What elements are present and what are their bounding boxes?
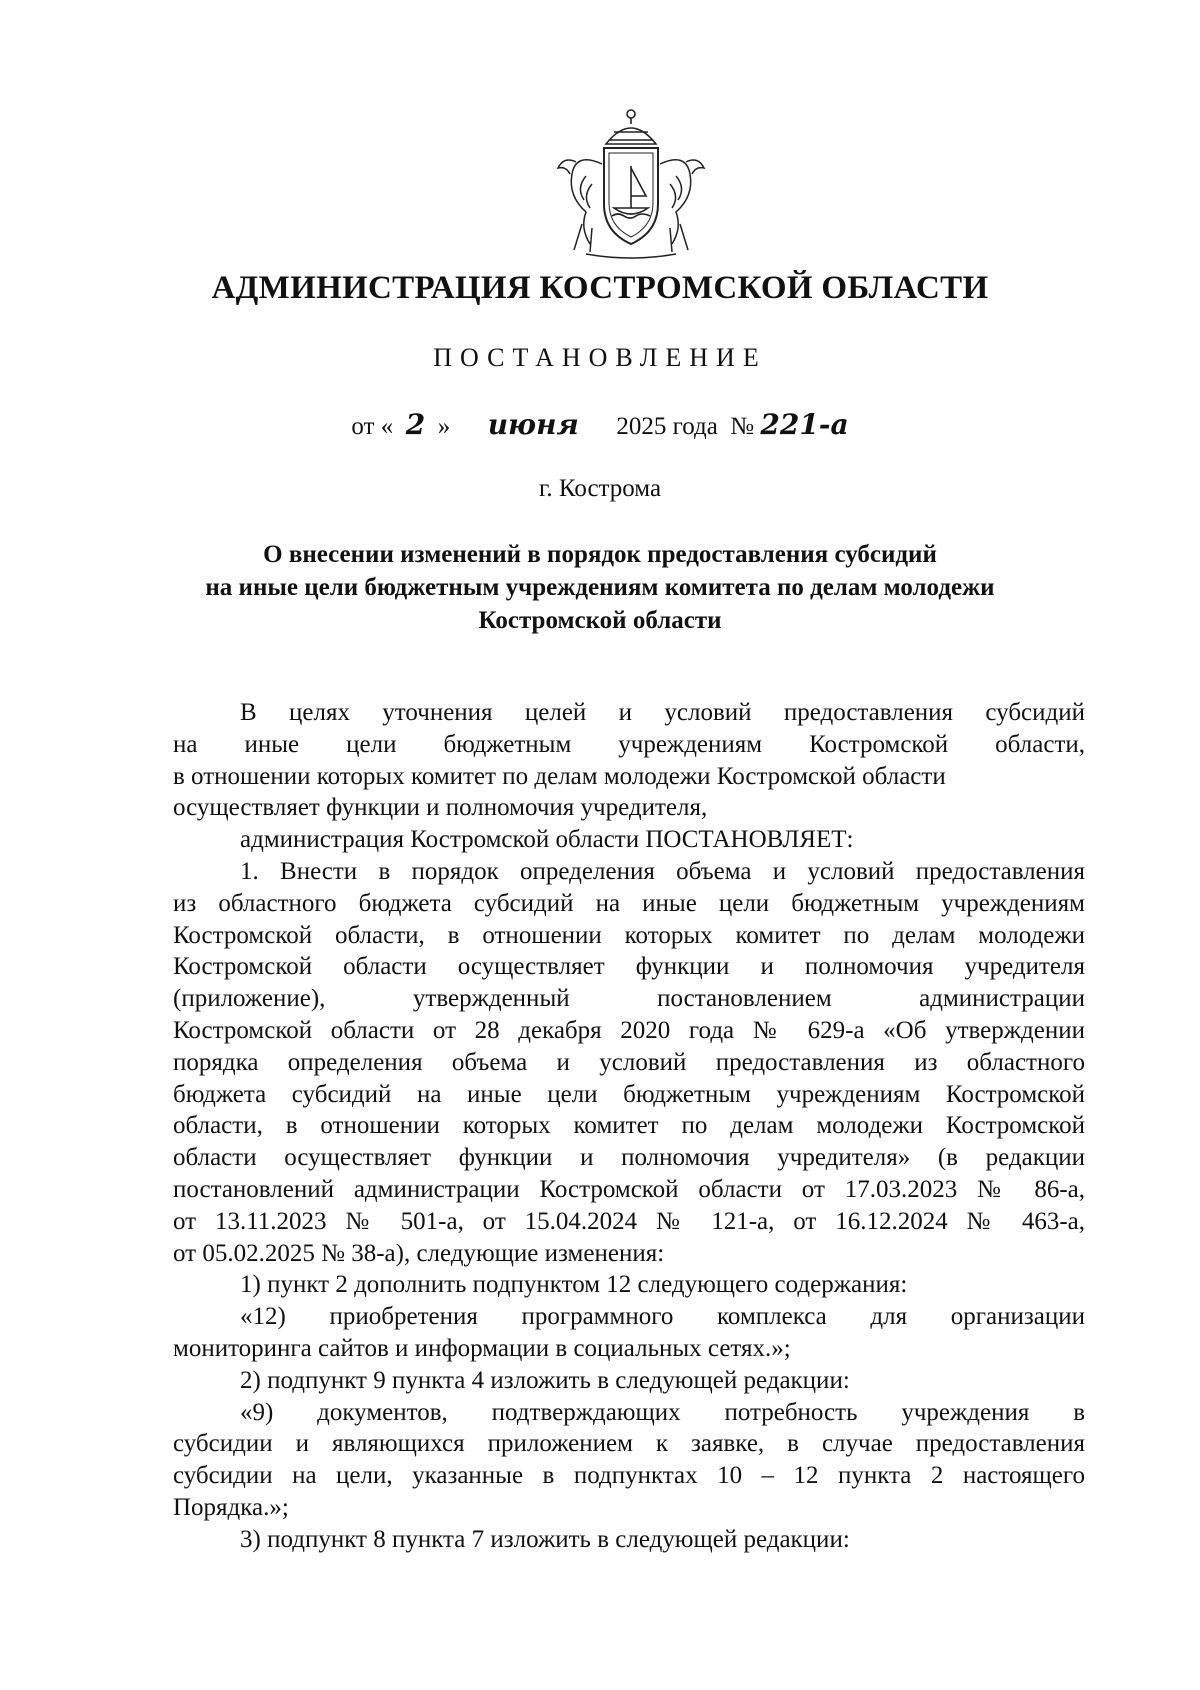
body-line: порядка определения объема и условий предоставления из областного [173, 1048, 1085, 1076]
date-day: 2 [405, 408, 426, 441]
body-line: субсидии и являющихся приложением к заявке, в случае предоставления [173, 1430, 1085, 1458]
title-line: Костромской области [478, 607, 722, 634]
body-line: от 05.02.2025 № 38-а), следующие изменения: [173, 1239, 665, 1267]
body-line: мониторинга сайтов и информации в социальных сетях.»; [173, 1334, 791, 1362]
city: г. Кострома [538, 475, 662, 502]
date-prefix: от « [351, 413, 394, 440]
date-close-quote: » [437, 413, 451, 440]
body-line: постановлений администрации Костромской области от 17.03.2023 № 86-а, [173, 1175, 1085, 1203]
body-line: В целях уточнения целей и условий предоставления субсидий [240, 699, 1085, 726]
body-line: 1) пункт 2 дополнить подпунктом 12 следующего содержания: [240, 1271, 908, 1299]
body-line: области осуществляет функции и полномочия учредителя» (в редакции [173, 1144, 1085, 1172]
doc-number-prefix: № [730, 413, 755, 440]
body-line: в отношении которых комитет по делам молодежи Костромской области [173, 762, 946, 790]
body-line: 2) подпункт 9 пункта 4 изложить в следующей редакции: [240, 1366, 850, 1394]
body-line: бюджета субсидий на иные цели бюджетным учреждениям Костромской [173, 1080, 1085, 1108]
body-line: от 13.11.2023 № 501-а, от 15.04.2024 № 121-а, от 16.12.2024 № 463-а, [173, 1207, 1085, 1235]
date-line [0, 408, 1200, 441]
date-month: июня [487, 408, 579, 441]
body-line: Костромской области от 28 декабря 2020 года № 629-а «Об утверждении [173, 1016, 1085, 1044]
body-line: на иные цели бюджетным учреждениям Костромской области, [173, 730, 1085, 758]
body-line: Порядка.»; [173, 1493, 289, 1521]
organization-name: АДМИНИСТРАЦИЯ КОСТРОМСКОЙ ОБЛАСТИ [211, 270, 989, 306]
coat-of-arms-icon [546, 104, 716, 264]
body-line: «12) приобретения программного комплекса для организации [240, 1303, 1085, 1331]
body-line: 1. Внести в порядок определения объема и условий предоставления [240, 857, 1085, 885]
date-year: 2025 года [616, 413, 718, 440]
document-type: ПОСТАНОВЛЕНИЕ [433, 343, 767, 372]
body-line: 3) подпункт 8 пункта 7 изложить в следующей редакции: [240, 1525, 850, 1553]
document-body [173, 697, 1085, 1556]
body-line: (приложение), утвержденный постановлением администрации [173, 985, 1085, 1013]
body-line: «9) документов, подтверждающих потребность учреждения в [240, 1398, 1085, 1426]
body-line: Костромской области, в отношении которых комитет по делам молодежи [173, 921, 1085, 949]
body-line: области, в отношении которых комитет по делам молодежи Костромской [173, 1112, 1085, 1140]
doc-number: 221-а [760, 408, 849, 441]
title-line: на иные цели бюджетным учреждениям комитета по делам молодежи [205, 574, 995, 601]
document-title [150, 538, 1050, 637]
body-line: администрация Костромской области ПОСТАНОВЛЯЕТ: [240, 826, 854, 854]
body-line: субсидии на цели, указанные в подпунктах 10 – 12 пункта 2 настоящего [173, 1462, 1085, 1490]
title-line: О внесении изменений в порядок предоставления субсидий [263, 541, 937, 568]
body-line: Костромской области осуществляет функции и полномочия учредителя [173, 953, 1085, 981]
body-line: из областного бюджета субсидий на иные цели бюджетным учреждениям [173, 889, 1085, 917]
body-line: осуществляет функции и полномочия учредителя, [173, 794, 708, 822]
